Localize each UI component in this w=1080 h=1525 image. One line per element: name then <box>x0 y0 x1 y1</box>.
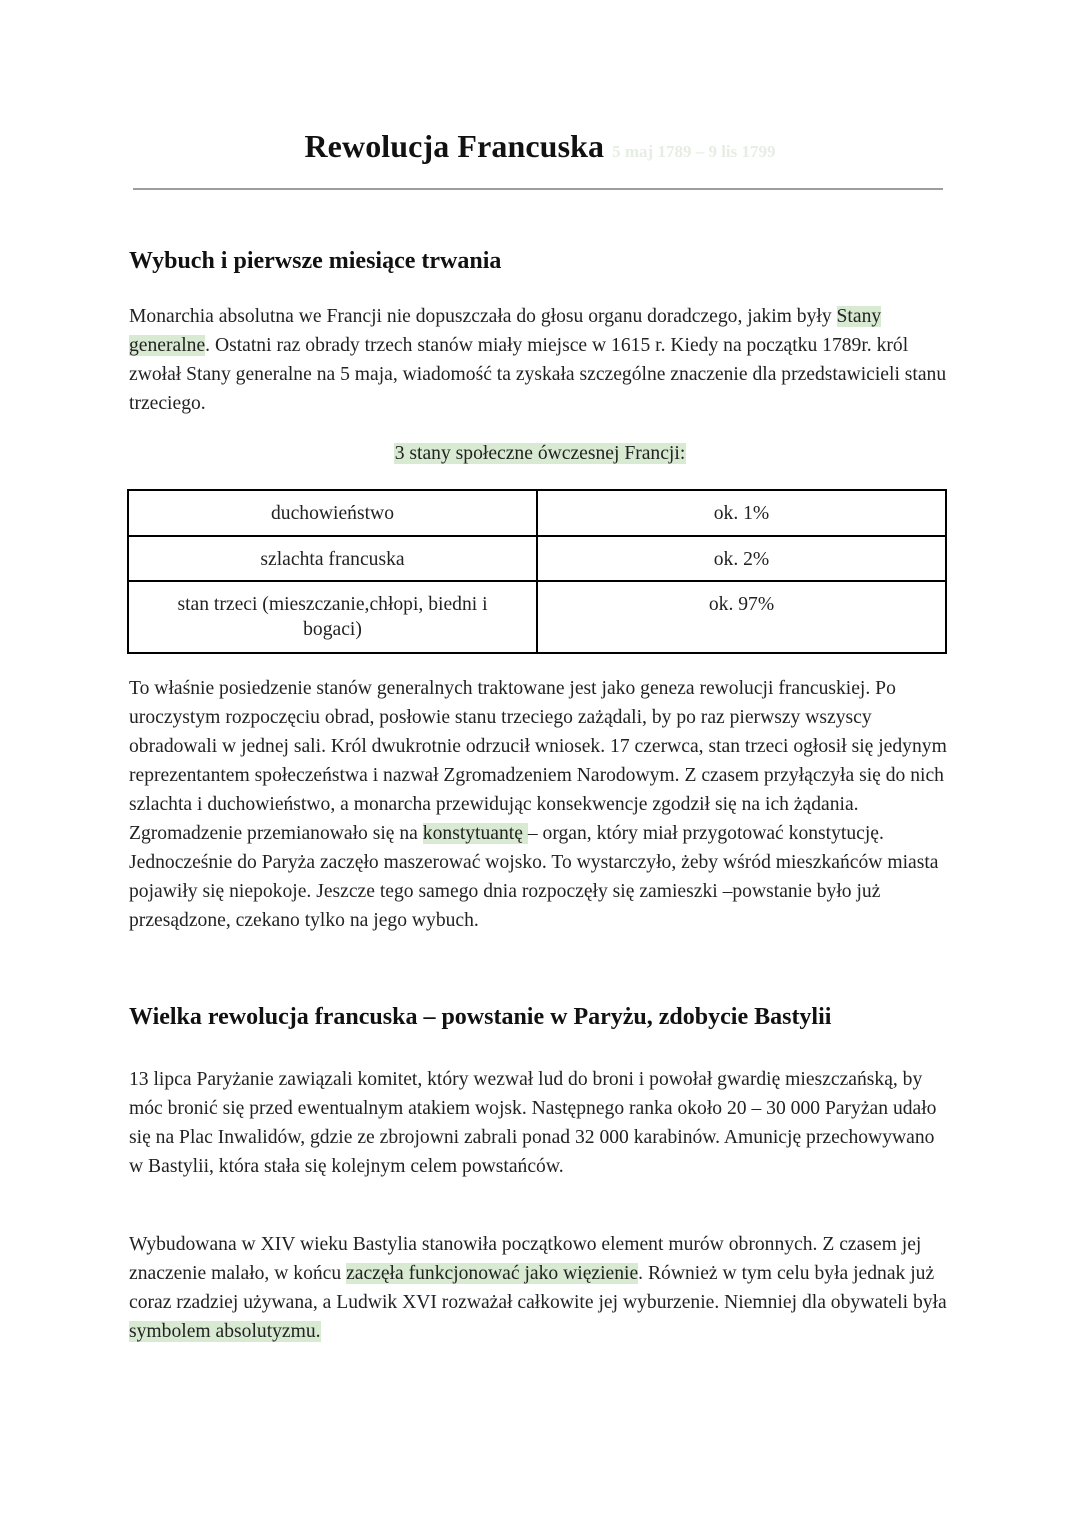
title-row <box>0 128 1080 165</box>
section-heading-outbreak: Wybuch i pierwsze miesiące trwania <box>129 248 502 274</box>
section-heading-bastille: Wielka rewolucja francuska – powstanie w Paryżu, zdobycie Bastylii <box>129 1004 832 1030</box>
bastille-paragraph <box>129 1230 951 1346</box>
intro-text-2: . Ostatni raz obrady trzech stanów miały miejsce w 1615 r. Kiedy na początku 1789r. król zwołał Stany generalne na 5 maja, wiadomość ta zyskała szczególne znaczenie dla przedstawicieli stanu trzeciego. <box>129 335 947 414</box>
table-caption-text: 3 stany społeczne ówczesnej Francji: <box>394 443 686 464</box>
genesis-text-1: To właśnie posiedzenie stanów generalnych traktowane jest jako geneza rewolucji francuskiej. Po uroczystym rozpoczęciu obrad, posłowie stanu trzeciego zażądali, by po raz pierwszy wszyscy obradowali w jednej sali. Król dwukrotnie odrzucił wniosek. 17 czerwca, stan trzeci ogłosił się jedynym reprezentantem społeczeństwa i nazwał Zgromadzeniem Narodowym. Z czasem przyłączyła się do nich szlachta i duchowieństwo, a monarcha przewidując konsekwencje zgodził się na ich żądania. Zgromadzenie przemianowało się na <box>129 678 947 844</box>
page-title: Rewolucja Francuska <box>304 128 605 164</box>
share-cell: ok. 97% <box>537 581 946 653</box>
share-cell: ok. 2% <box>537 536 946 581</box>
estate-cell: szlachta francuska <box>128 536 537 581</box>
table-caption <box>0 439 1080 468</box>
bastille-text-2: . Również w tym celu była jednak już coraz rzadziej używana, a Ludwik XVI rozważał całkowite jej wyburzenie. Niemniej dla obywateli była <box>129 1263 947 1313</box>
table-row <box>128 581 946 653</box>
date-range: 5 maj 1789 – 9 lis 1799 <box>612 142 776 161</box>
estate-cell: stan trzeci (mieszczanie,chłopi, biedni i bogaci) <box>128 581 537 653</box>
genesis-paragraph <box>129 674 951 935</box>
intro-paragraph <box>129 302 951 418</box>
title-divider <box>133 188 943 190</box>
share-cell: ok. 1% <box>537 490 946 536</box>
july-13-paragraph: 13 lipca Paryżanie zawiązali komitet, który wezwał lud do broni i powołał gwardię mieszczańską, by móc bronić się przed ewentualnym atakiem wojsk. Następnego ranka około 20 – 30 000 Paryżan udało się na Plac Inwalidów, gdzie ze zbrojowni zabrali ponad 32 000 karabinów. Amunicję przechowywano w Bastylii, która stała się kolejnym celem powstańców. <box>129 1069 937 1177</box>
table-row <box>128 490 946 536</box>
estate-cell: duchowieństwo <box>128 490 537 536</box>
highlight-stany-generalne: Stany generalne <box>129 306 882 356</box>
highlight-absolutism-symbol: symbolem absolutyzmu. <box>129 1321 321 1342</box>
estates-table <box>127 489 947 654</box>
genesis-text-2: – organ, który miał przygotować konstytucję. Jednocześnie do Paryża zaczęło maszerować wojsko. To wystarczyło, żeby wśród mieszkańców miasta pojawiły się niepokoje. Jeszcze tego samego dnia rozpoczęły się zamieszki –powstanie było już przesądzone, czekano tylko na jego wybuch. <box>129 823 939 931</box>
highlight-konstytuante: konstytuantę <box>422 823 528 844</box>
highlight-prison: zaczęła funkcjonować jako więzienie <box>346 1263 639 1284</box>
intro-text-1: Monarchia absolutna we Francji nie dopuszczała do głosu organu doradczego, jakim były <box>129 306 837 327</box>
bastille-text-1: Wybudowana w XIV wieku Bastylia stanowiła początkowo element murów obronnych. Z czasem jej znaczenie malało, w końcu <box>129 1234 922 1284</box>
table-row <box>128 536 946 581</box>
